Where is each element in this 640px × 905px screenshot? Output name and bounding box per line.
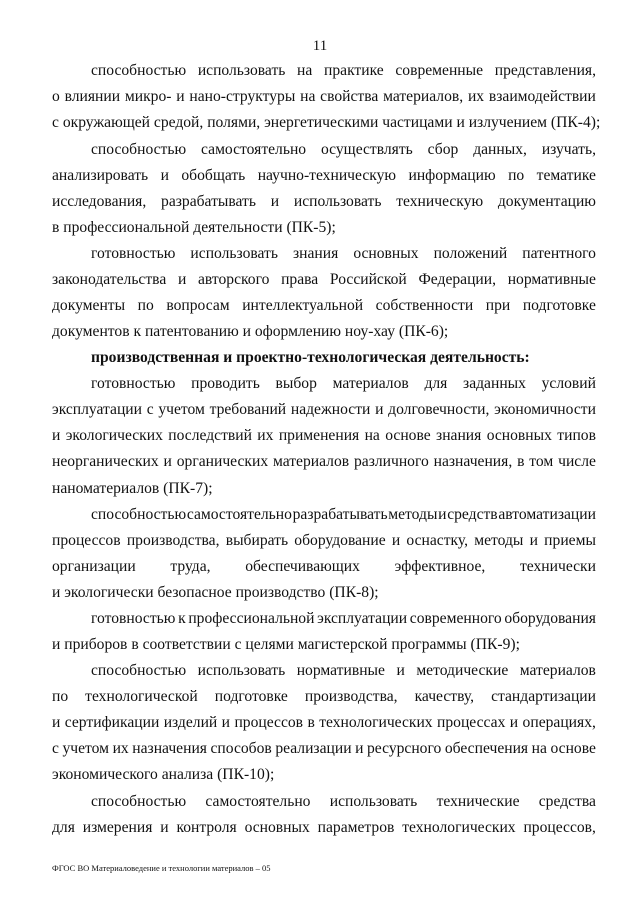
word: обеспечения <box>444 740 529 757</box>
word: органических <box>176 453 269 470</box>
text-line <box>52 688 596 706</box>
word: и <box>270 193 280 210</box>
word: материалов, <box>383 88 464 105</box>
text-line <box>52 714 596 732</box>
word: для <box>52 819 75 836</box>
word: оснастку, <box>406 532 469 549</box>
word: технологических <box>402 819 516 836</box>
word: реализации <box>275 740 352 757</box>
word: неорганических <box>52 453 159 470</box>
section-heading: производственная и проектно-технологическая деятельность: <box>91 349 530 366</box>
word: методические <box>416 662 509 679</box>
word: организации <box>52 558 136 575</box>
word: процессов, <box>523 819 596 836</box>
word: научно-техническую <box>257 167 397 184</box>
word: информацию <box>408 167 496 184</box>
word: использовать <box>197 662 286 679</box>
word: с <box>146 401 154 418</box>
word: требований <box>209 401 287 418</box>
word: в <box>517 453 525 470</box>
word: способностью <box>91 62 187 79</box>
word: интеллектуальной <box>242 297 364 314</box>
word: и <box>391 532 401 549</box>
word: и <box>52 427 61 444</box>
word: выбирать <box>225 532 289 549</box>
word: практике <box>324 62 384 79</box>
word: их <box>467 88 485 105</box>
word: условий <box>541 375 596 392</box>
word: документы <box>52 297 126 314</box>
word: использовать <box>190 245 278 262</box>
word: свойства <box>320 88 379 105</box>
word: средства <box>538 793 596 810</box>
word: взаимодействии <box>488 88 596 105</box>
word: типов <box>557 427 596 444</box>
word: стандартизации <box>491 688 596 705</box>
text-line <box>52 532 596 550</box>
word: процессов <box>52 532 121 549</box>
word: по <box>137 297 154 314</box>
word: разрабатывать <box>161 193 256 210</box>
word: оборудование <box>294 532 386 549</box>
word: технически <box>519 558 596 575</box>
word: обобщать <box>181 167 246 184</box>
word: и <box>396 662 405 679</box>
text-line: экономического анализа (ПК-10); <box>52 766 275 783</box>
word: документацию <box>497 193 596 210</box>
word: нано-структуры <box>189 88 296 105</box>
word: для <box>424 375 448 392</box>
word: на <box>531 740 547 757</box>
word: нормативные <box>296 662 385 679</box>
word: основных <box>353 245 419 262</box>
word: самостоятельно <box>186 506 292 523</box>
text-line <box>52 453 596 471</box>
word: числе <box>558 453 596 470</box>
word: современного <box>409 610 502 627</box>
word: использовать <box>293 193 382 210</box>
text-line <box>91 62 596 80</box>
word: подготовке <box>522 297 596 314</box>
word: способностью <box>91 506 187 523</box>
word: изделий <box>163 714 218 731</box>
text-line <box>52 193 596 211</box>
word: заданных <box>463 375 526 392</box>
word: на <box>300 88 316 105</box>
word: исследования, <box>52 193 147 210</box>
word: надежности <box>290 401 371 418</box>
word: обеспечивающих <box>245 558 360 575</box>
word: эксплуатации <box>317 610 408 627</box>
word: способностью <box>91 793 187 810</box>
text-line <box>91 245 596 263</box>
word: в <box>307 714 315 731</box>
word: методы <box>388 506 438 523</box>
word: автоматизации <box>498 506 596 523</box>
text-line <box>52 558 596 576</box>
text-line <box>91 141 596 159</box>
text-line <box>52 427 596 445</box>
text-line: и экологически безопасное производство (ПК-8); <box>52 584 379 601</box>
word: патентного <box>522 245 596 262</box>
text-line: в профессиональной деятельности (ПК-5); <box>52 219 336 236</box>
word: применения <box>278 427 360 444</box>
word: выбор <box>275 375 317 392</box>
text-line <box>52 819 596 837</box>
word: долговечности, <box>388 401 490 418</box>
word: и <box>375 401 384 418</box>
word: технические <box>436 793 520 810</box>
word: анализировать <box>52 167 149 184</box>
word: способов <box>210 740 272 757</box>
text-line <box>91 793 596 811</box>
word: нормативные <box>507 271 596 288</box>
word: процессах <box>437 714 506 731</box>
word: материалов <box>519 662 596 679</box>
word: назначения, <box>433 453 513 470</box>
text-line <box>52 297 596 315</box>
word: сбор <box>427 141 459 158</box>
word: сертификации <box>64 714 160 731</box>
word: и <box>438 506 447 523</box>
word: самостоятельно <box>205 793 311 810</box>
word: влиянии <box>64 88 121 105</box>
word: средств <box>447 506 498 523</box>
text-line: наноматериалов (ПК-7); <box>52 480 213 497</box>
word: материалов <box>332 375 409 392</box>
word: техническую <box>396 193 484 210</box>
word: последствий <box>168 427 252 444</box>
word: авторского <box>197 271 270 288</box>
word: качеству, <box>414 688 475 705</box>
word: измерения <box>82 819 153 836</box>
word: способностью <box>91 141 187 158</box>
word: использовать <box>329 793 418 810</box>
text-line <box>52 740 596 758</box>
word: процессов <box>234 714 304 731</box>
word: основе <box>385 427 431 444</box>
word: методы <box>474 532 524 549</box>
word: оборудования <box>504 610 596 627</box>
word: параметров <box>317 819 395 836</box>
word: о <box>52 88 60 105</box>
word: эксплуатации <box>52 401 142 418</box>
word: и <box>160 819 169 836</box>
word: различного <box>353 453 429 470</box>
word: профессиональной <box>188 610 315 627</box>
text-line: и приборов в соответствии с целями магистерской программы (ПК-9); <box>52 636 520 653</box>
word: основных <box>486 427 552 444</box>
text-line <box>52 401 596 419</box>
word: операциях, <box>522 714 596 731</box>
word: основных <box>244 819 310 836</box>
text-line <box>52 271 596 289</box>
word: готовностью <box>91 245 176 262</box>
text-line <box>91 506 596 524</box>
word: Федерации, <box>418 271 497 288</box>
word: на <box>297 62 313 79</box>
word: основе <box>550 740 596 757</box>
word: технологической <box>85 688 198 705</box>
word: данных, <box>473 141 527 158</box>
word: знания <box>436 427 482 444</box>
word: самостоятельно <box>201 141 307 158</box>
word: и <box>221 714 231 731</box>
word: труда, <box>170 558 211 575</box>
word: назначения <box>132 740 207 757</box>
word: по <box>52 688 69 705</box>
word: ресурсного <box>367 740 442 757</box>
text-line <box>91 610 596 628</box>
word: их <box>112 740 129 757</box>
text-line: с окружающей средой, полями, энергетическими частицами и излучением (ПК-4); <box>52 114 601 131</box>
word: и <box>52 714 61 731</box>
text-line <box>91 375 596 393</box>
word: учетом <box>158 401 205 418</box>
word: к <box>178 610 186 627</box>
word: современные <box>395 62 484 79</box>
text-line: документов к патентованию и оформлению ноу-хау (ПК-6); <box>52 323 449 340</box>
word: представления, <box>494 62 596 79</box>
word: микро- <box>124 88 172 105</box>
word: и <box>160 167 169 184</box>
word: и <box>177 271 187 288</box>
word: приемы <box>544 532 596 549</box>
word: вопросам <box>166 297 230 314</box>
word: технологических <box>319 714 433 731</box>
word: производства, <box>304 688 398 705</box>
word: на <box>364 427 380 444</box>
word: экономичности <box>494 401 596 418</box>
word: и <box>529 532 538 549</box>
word: знания <box>293 245 339 262</box>
word: при <box>485 297 511 314</box>
word: осуществлять <box>320 141 413 158</box>
text-line <box>52 88 596 106</box>
word: экологических <box>65 427 163 444</box>
word: контроля <box>176 819 237 836</box>
word: собственности <box>375 297 474 314</box>
word: законодательства <box>52 271 167 288</box>
page-number: 11 <box>312 38 328 54</box>
word: использовать <box>197 62 286 79</box>
word: их <box>257 427 274 444</box>
word: готовностью <box>91 375 176 392</box>
word: по <box>508 167 525 184</box>
word: разрабатывать <box>292 506 388 523</box>
word: производства, <box>126 532 220 549</box>
word: готовностью <box>91 610 176 627</box>
word: подготовке <box>214 688 288 705</box>
footer-text: ФГОС ВО Материаловедение и технологии материалов – 05 <box>52 863 271 873</box>
word: проводить <box>191 375 260 392</box>
word: способностью <box>91 662 187 679</box>
word: и <box>176 88 185 105</box>
word: материалов <box>272 453 350 470</box>
word: эффективное, <box>394 558 486 575</box>
word: и <box>163 453 172 470</box>
word: и <box>355 740 364 757</box>
word: и <box>509 714 519 731</box>
text-line <box>52 167 596 185</box>
word: учетом <box>62 740 110 757</box>
word: Российской <box>329 271 407 288</box>
word: положений <box>433 245 508 262</box>
text-line <box>91 662 596 680</box>
word: с <box>52 740 59 757</box>
word: права <box>281 271 319 288</box>
word: изучать, <box>541 141 596 158</box>
word: том <box>529 453 554 470</box>
word: тематике <box>536 167 596 184</box>
